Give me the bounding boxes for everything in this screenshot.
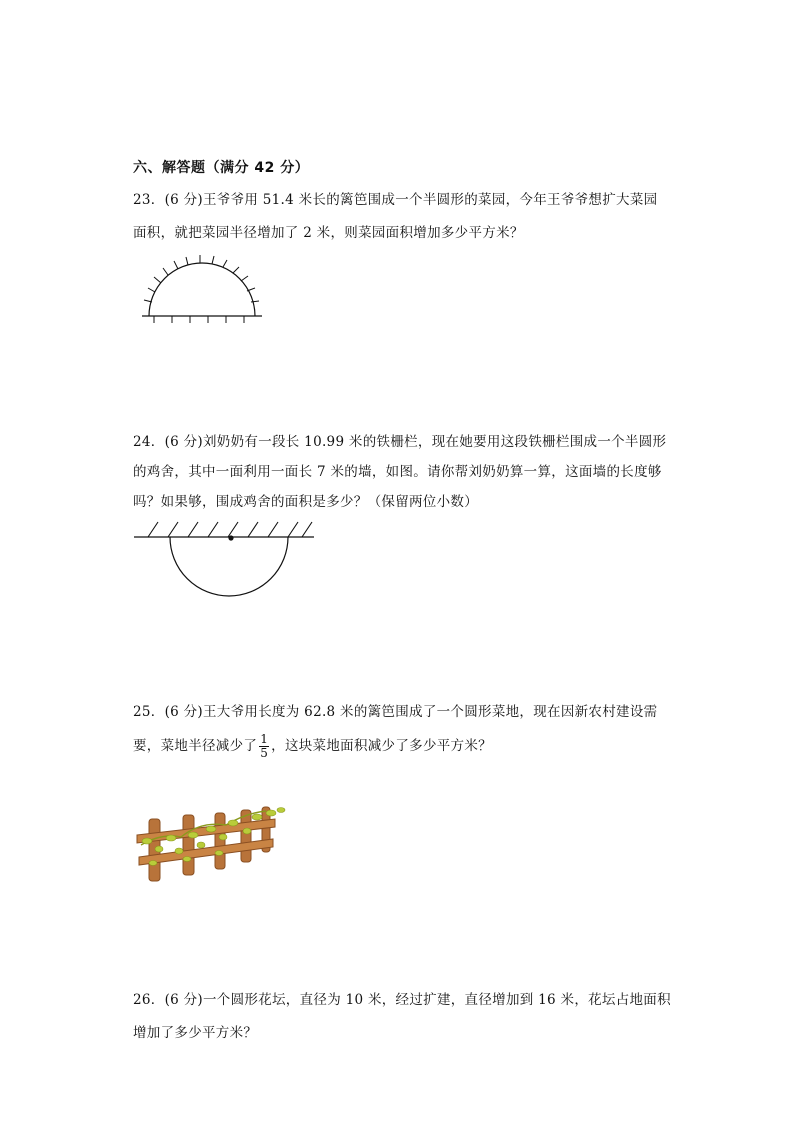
q26-line-1: 26．(6 分)一个圆形花坛，直径为 10 米，经过扩建，直径增加到 16 米，花坛占地面积 [133, 992, 671, 1008]
q24-line-1: 24．(6 分)刘奶奶有一段长 10.99 米的铁栅栏，现在她要用这段铁栅栏围成一个半圆形 [133, 434, 667, 450]
q24-line-3: 吗？如果够，围成鸡舍的面积是多少？（保留两位小数） [133, 494, 478, 510]
q25-line-2-suffix: ，这块菜地面积减少了多少平方米？ [271, 738, 492, 754]
q25-line-2-prefix: 要，菜地半径减少了 [133, 738, 258, 754]
semicircle-garden-figure [140, 248, 265, 328]
q25-line-1: 25．(6 分)王大爷用长度为 62.8 米的篱笆围成了一个圆形菜地，现在因新农村建设需 [133, 704, 658, 720]
q24-line-2: 的鸡舍，其中一面利用一面长 7 米的墙，如图。请你帮刘奶奶算一算，这面墙的长度够 [133, 464, 662, 480]
henhouse-wall-figure [130, 518, 320, 600]
section-title: 六、解答题（满分 42 分） [133, 160, 310, 176]
fraction-numerator: 1 [260, 732, 269, 746]
wooden-fence-illustration [135, 805, 285, 885]
q23-line-2: 面积，就把菜园半径增加了 2 米，则菜园面积增加多少平方米？ [133, 225, 524, 241]
q26-line-2: 增加了多少平方米？ [133, 1025, 258, 1041]
fraction-denominator: 5 [260, 746, 269, 760]
q25-line-2 [133, 733, 492, 760]
q23-line-1: 23．(6 分)王爷爷用 51.4 米长的篱笆围成一个半圆形的菜园，今年王爷爷想扩大菜园 [133, 192, 658, 208]
fraction-one-fifth [259, 733, 269, 760]
